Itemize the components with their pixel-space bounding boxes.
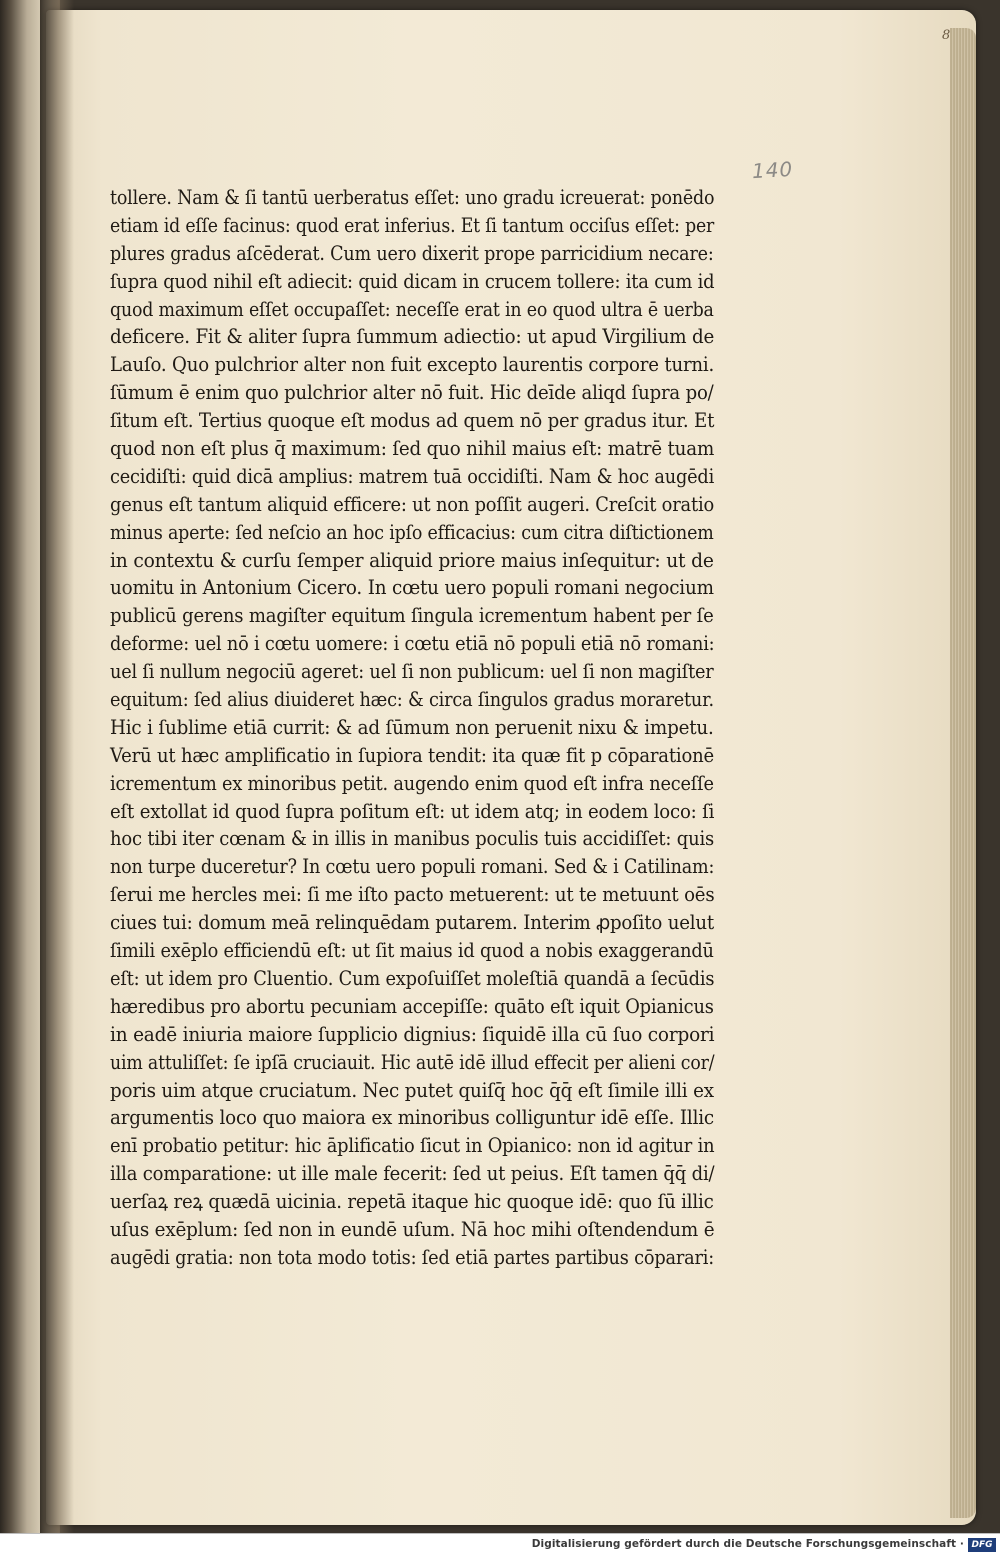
text-line: eſt extollat id quod ſupra poſitum eſt: ut idem atq; in eodem loco: ſi — [110, 799, 715, 823]
text-line: in contextu & curſu ſemper aliquid priore maius inſequitur: ut de — [110, 548, 714, 572]
text-line: minus aperte: ſed neſcio an hoc ipſo efficacius: cum citra diſtictionem — [110, 520, 714, 544]
text-line: equitum: ſed alius diuideret hæc: & circa ſingulos gradus moraretur. — [110, 688, 714, 712]
text-line: uim attuliſſet: ſe ipſā cruciauit. Hic autē idē illud effecit per alieni cor/ — [110, 1050, 715, 1074]
text-line: Lauſo. Quo pulchrior alter non fuit excepto laurentis corpore turni. — [110, 353, 715, 377]
text-line: uel ſi nullum negociū ageret: uel ſi non publicum: uel ſi non magiſter — [110, 660, 714, 684]
text-line: uſus exēplum: ſed non in eundē uſum. Nā hoc mihi oſtendendum ē — [110, 1217, 715, 1241]
page-fore-edge — [950, 28, 976, 1518]
text-line: uomitu in Antonium Cicero. In cœtu uero populi romani negocium — [110, 576, 714, 600]
funding-credit: Digitalisierung gefördert durch die Deutsche Forschungsgemeinschaft · — [531, 1538, 964, 1550]
text-line: non turpe duceretur? In cœtu uero populi romani. Sed & i Catilinam: — [110, 855, 715, 879]
text-line: publicū gerens magiſter equitum ſingula icrementum habent per ſe — [110, 604, 714, 628]
folio-number: 8 — [942, 28, 951, 43]
text-line: quod non eſt plus q̄ maximum: ſed quo nihil maius eſt: matrē tuam — [110, 437, 715, 461]
text-line: hoc tibi iter cœnam & in illis in manibus poculis tuis accidiſſet: quis — [110, 827, 715, 851]
text-line: argumentis loco quo maiora ex minoribus colliguntur idē eſſe. Illic — [110, 1106, 714, 1130]
book-gutter — [40, 0, 74, 1533]
text-line: etiam id eſſe facinus: quod erat inferius. Et ſi tantum occiſus eſſet: per — [110, 213, 715, 237]
text-line: in eadē iniuria maiore ſupplicio dignius: ſiquidē illa cū ſuo corpori — [110, 1022, 715, 1046]
text-line: hæredibus pro abortu pecuniam accepiſſe: quāto eſt iquit Opianicus — [110, 994, 714, 1018]
text-line: uerſaꝝ reꝝ quædā uicinia. repetā itaque hic quoque idē: quo ſū illic — [110, 1190, 714, 1214]
text-line: icrementum ex minoribus petit. augendo enim quod eſt infra neceſſe — [110, 771, 714, 795]
text-line: eſt: ut idem pro Cluentio. Cum expoſuiſſet moleſtiā quandā a ſecūdis — [110, 966, 715, 990]
text-line: cecidiſti: quid dicā amplius: matrem tuā occidiſti. Nam & hoc augēdi — [110, 464, 715, 488]
text-line: tollere. Nam & ſi tantū uerberatus eſſet: uno gradu icreuerat: ponēdo — [110, 186, 715, 209]
text-line: quod maximum eſſet occupaſſet: neceſſe erat in eo quod ultra ē uerba — [110, 297, 714, 321]
text-line: ſūmum ē enim quo pulchrior alter nō fuit. Hic deīde aliqd ſupra po/ — [110, 381, 714, 405]
handwritten-page-number: 140 — [751, 156, 794, 184]
text-line: ſitum eſt. Tertius quoque eſt modus ad quem nō per gradus itur. Et — [110, 409, 715, 433]
text-line: ſupra quod nihil eſt adiecit: quid dicam in crucem tollere: ita cum id — [110, 269, 715, 293]
text-line: genus eſt tantum aliquid efficere: ut non poſſit augeri. Creſcit oratio — [110, 492, 715, 516]
text-line: deficere. Fit & aliter ſupra ſummum adiectio: ut apud Virgilium de — [110, 325, 715, 349]
text-line: illa comparatione: ut ille male fecerit: ſed ut peius. Eſt tamen q̄q̄ di/ — [110, 1162, 715, 1186]
text-line: Hic i ſublime etiā currit: & ad ſūmum non peruenit nixu & impetu. — [110, 715, 714, 739]
latin-text-block — [110, 184, 714, 1272]
text-line: Verū ut hæc amplificatio in ſupiora tendit: ita quæ fit p cōparationē — [110, 743, 714, 767]
text-line: ciues tui: domum meā relinquēdam putarem. Interim ꝓpoſito uelut — [110, 911, 715, 935]
text-line: ſimili exēplo efficiendū eſt: ut ſit maius id quod a nobis exaggerandū — [110, 939, 714, 963]
text-line: poris uim atque cruciatum. Nec putet quiſq̄ hoc q̄q̄ eſt ſimile illi ex — [110, 1078, 714, 1102]
footer-bar — [0, 1533, 1000, 1556]
text-line: deforme: uel nō i cœtu uomere: i cœtu etiā nō populi etiā nō romani: — [110, 632, 715, 656]
text-line: augēdi gratia: non tota modo totis: ſed etiā partes partibus cōparari: — [110, 1245, 715, 1269]
text-line: ſerui me hercles mei: ſi me iſto pacto metuerent: ut te metuunt oēs — [110, 883, 715, 907]
text-line: enī probatio petitur: hic āplificatio ſicut in Opianico: non id agitur in — [110, 1134, 715, 1158]
text-line: plures gradus aſcēderat. Cum uero dixerit prope parricidium necare: — [110, 241, 714, 265]
dfg-logo-icon: DFG — [968, 1538, 996, 1552]
